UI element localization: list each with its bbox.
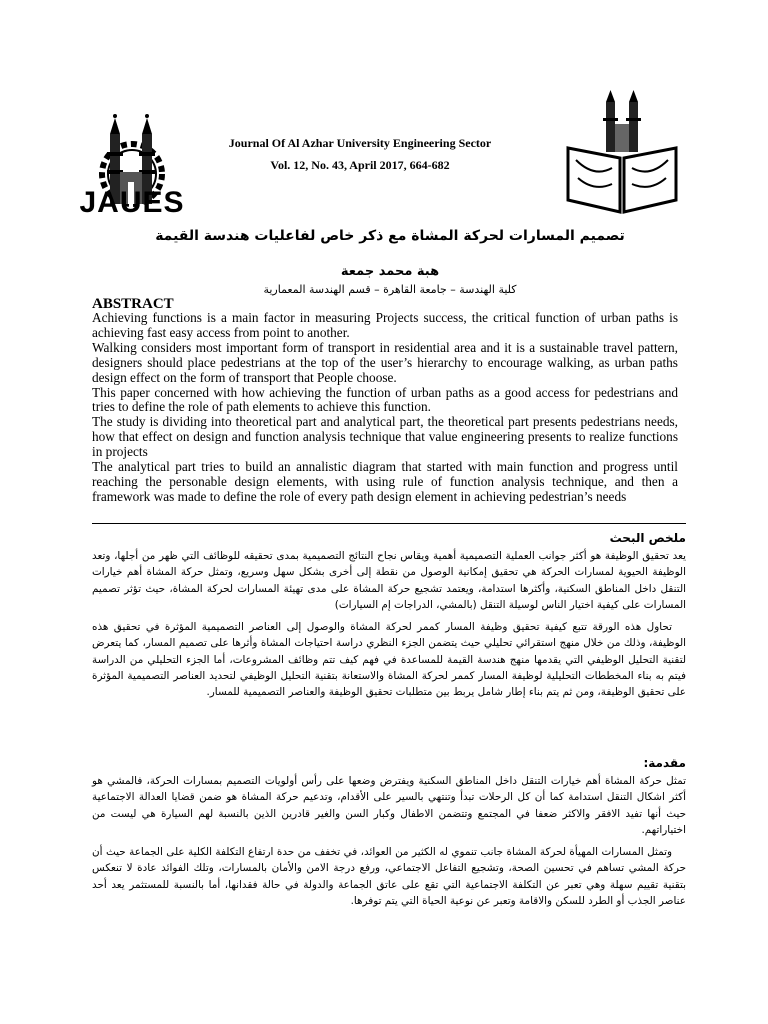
section-divider (92, 523, 686, 524)
arabic-summary-paragraph: يعد تحقيق الوظيفة هو أكثر جوانب العملية التصميمية أهمية ويقاس نجاح النتائج التصميمية بمدى تحقيقه للوظائف التي ظهر من أجلها، وتعد الوظيفة الحيوية لمسارات الحركة هي تحقيق إمكانية الوصول من نقطة إلى أخرى بشكل سهل وسريع، وتمثل حركة المشاة أهم خيارات التنقل داخل المناطق السكنية، وأكثرها استدامة، ويعتمد تشجيع حركة المشاة على مدى تهيئة المسارات لحركة المشاة، حيث تؤثر تصميم المسارات على كيفية اختيار الناس لوسيلة التنقل (بالمشي، الدراجات إم السيارات) (92, 550, 686, 611)
paper-title: تصميم المسارات لحركة المشاة مع ذكر خاص لفاعليات هندسة القيمة (155, 228, 625, 244)
al-azhar-university-book-seal-icon (558, 88, 686, 216)
abstract-body (92, 311, 678, 505)
journal-name: Journal Of Al Azhar University Engineering Sector (228, 136, 492, 150)
paper-author: هبة محمد جمعة (340, 264, 440, 279)
arabic-intro-section (92, 756, 686, 915)
arabic-intro-paragraph: تمثل حركة المشاة أهم خيارات التنقل داخل المناطق السكنية ويفترض وضعها على رأس أولويات التصميم بمسارات الحركة، فالمشي هو أكثر اشكال التنقل استدامة كما أن كل الرحلات تبدأ وتنتهي بالسير على الأقدام، وتدعيم حركة المشاة هو ضمن قضايا العدالة الاجتماعية حيث أنها تفيد الافقر والاكثر ضعفا في المجتمع وتتضمن الاطفال وكبار السن والغير قادرين الذين بالنسبة لهم السيارة هي ليست من اختياراتهم. (92, 775, 686, 836)
abstract-paragraph: The study is dividing into theoretical part and analytical part, the theoretical part presents pedestrians needs, how that effect on design and function analysis technique that value engineering presents to realize functions in projects (92, 414, 678, 460)
arabic-summary-paragraph: تحاول هذه الورقة تتبع كيفية تحقيق وظيفة المسار كممر لحركة المشاة والوصول إلى العناصر التصميمية المؤثرة في تحقيق هذه الوظيفة، وذلك من خلال منهج استقرائي تحليلي حيث يتضمن الجزء النظري دراسة احتياجات المشاة وأثرها على تصميم المسار، كما يتعرض لتقنية التحليل الوظيفي التي يقدمها منهج هندسة القيمة للمساعدة في فهم كيف تتم وظائف المشروعات، أما الجزء التحليلي من الدراسة فيتم به بناء المخططات التحليلية لوظيفة المسار كممر لحركة المشاة والاستعانة بتقنية التحليل الوظيفي لتحديد العناصر التصميمية المؤثرة على تحقيق الوظيفة، ومن ثم يتم بناء إطار شامل يربط بين متطلبات تحقيق الوظيفة والعناصر التصميمية للمسار. (92, 621, 686, 699)
al-azhar-seal (558, 88, 686, 216)
journal-volume: Vol. 12, No. 43, April 2017, 664-682 (270, 158, 450, 172)
arabic-intro-heading: مقدمة: (643, 756, 686, 770)
abstract-paragraph: Achieving functions is a main factor in measuring Projects success, the critical function of urban paths is achieving fast easy access from point to another. (92, 310, 678, 340)
arabic-summary-heading: ملخص البحث (609, 531, 686, 545)
arabic-summary-section (92, 531, 686, 707)
journal-header (0, 80, 768, 230)
abstract-heading: ABSTRACT (92, 296, 174, 312)
paper-affiliation: كلية الهندسة – جامعة القاهرة – قسم الهندسة المعمارية (263, 283, 517, 296)
abstract-paragraph: Walking considers most important form of transport in residential area and it is a sustainable travel pattern, designers should place pedestrians at the top of the user’s hierarchy to encourage walking, as urban paths design effect on the form of transport that People choose. (92, 339, 678, 385)
abstract-paragraph: This paper concerned with how achieving the function of urban paths as a good access for pedestrians and tries to define the role of path elements to achieve this function. (92, 384, 678, 415)
jaues-logo-text: JAUES (79, 186, 185, 219)
abstract-paragraph: The analytical part tries to build an annalistic diagram that started with main function and progress until reaching the personable design elements, with using rule of function analysis technique, and then a framework was made to define the role of every path design element in achieving pedestrian’s needs (92, 459, 678, 504)
arabic-intro-paragraph: وتمثل المسارات المهيأة لحركة المشاة جانب تنموي له الكثير من العوائد، في تخفف من حدة ارتفاع التكلفة الكلية على الجماعة حيث أن حركة المشي تساهم في تحسين الصحة، وتشجيع التفاعل الاجتماعي، ورفع درجة الامن والأمان بالمسارات، وتلك الفوائد عادة لا تنعكس بتقنية تقييم سهلة وهي تعبر عن التكلفة الاجتماعية التي تقع على عاتق الجماعة والدولة في حالة فقدانها، أما بالنسبة للمستثمر يعد أحد عناصر الجذب أو الطرد للسكن والاقامة وتعبر عن نوعية الحياة التي يتم توفرها. (92, 846, 686, 908)
jaues-logo (76, 94, 188, 230)
